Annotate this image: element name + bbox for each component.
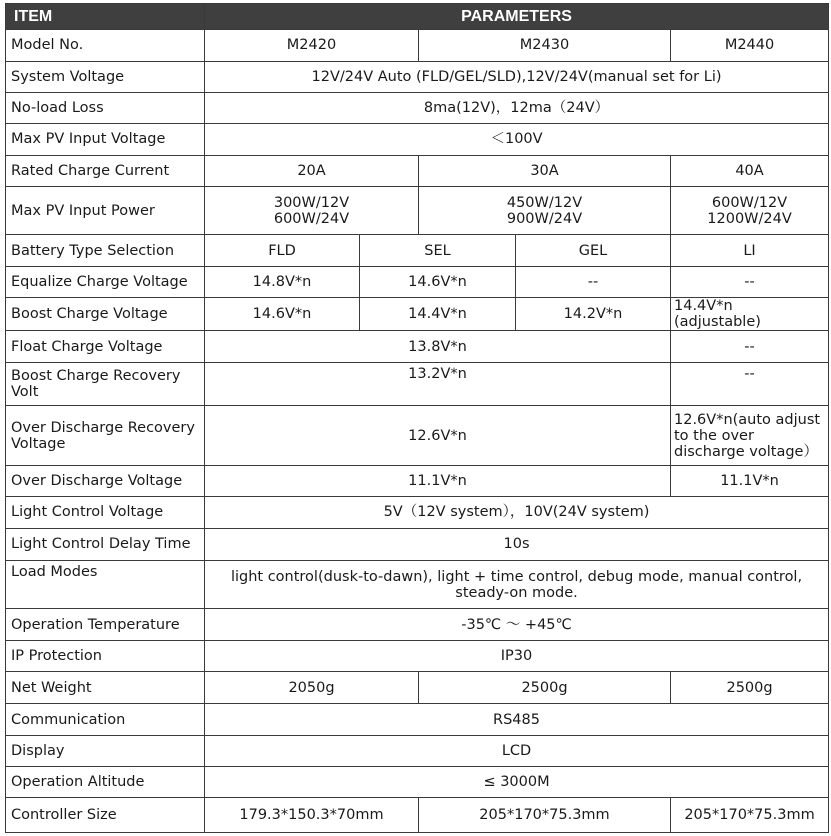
max-pv-power-m2440 bbox=[671, 186, 829, 235]
row-label: Load Modes bbox=[6, 560, 205, 609]
row-label: No-load Loss bbox=[6, 92, 205, 123]
over-discharge-value: 11.1V*n bbox=[205, 465, 671, 496]
rated-current-m2440: 40A bbox=[671, 155, 829, 186]
boost-recovery-value: 13.2V*n bbox=[205, 362, 671, 405]
power-12v: 600W/12V bbox=[711, 194, 788, 211]
table-row-boost-charge bbox=[6, 298, 829, 331]
equalize-fld: 14.8V*n bbox=[205, 266, 360, 297]
operation-temperature-value: -35℃ ～ +45℃ bbox=[205, 609, 829, 640]
controller-size-m2440: 205*170*75.3mm bbox=[671, 798, 829, 833]
power-24v: 600W/24V bbox=[273, 210, 350, 227]
table-row-float-charge bbox=[6, 331, 829, 362]
row-label: Boost Charge Recovery Volt bbox=[6, 362, 205, 405]
table-row-no-load-loss bbox=[6, 92, 829, 123]
table-row-ip-protection bbox=[6, 640, 829, 671]
table-row-over-discharge bbox=[6, 465, 829, 496]
no-load-loss-value: 8ma(12V)，12ma（24V） bbox=[205, 92, 829, 123]
light-control-voltage-value: 5V（12V system），10V(24V system) bbox=[205, 497, 829, 528]
item-column-header: ITEM bbox=[6, 4, 205, 30]
max-pv-power-m2430 bbox=[419, 186, 671, 235]
rated-current-m2420: 20A bbox=[205, 155, 419, 186]
table-row-display bbox=[6, 735, 829, 766]
communication-value: RS485 bbox=[205, 704, 829, 735]
equalize-li: -- bbox=[671, 266, 829, 297]
row-label: Float Charge Voltage bbox=[6, 331, 205, 362]
table-row-over-discharge-recovery bbox=[6, 406, 829, 466]
model-m2440: M2440 bbox=[671, 30, 829, 61]
row-label: System Voltage bbox=[6, 61, 205, 92]
equalize-gel: -- bbox=[516, 266, 671, 297]
row-label: Display bbox=[6, 735, 205, 766]
table-row-operation-altitude bbox=[6, 767, 829, 798]
max-pv-input-voltage-value: ＜100V bbox=[205, 124, 829, 155]
power-12v: 300W/12V bbox=[273, 194, 350, 211]
battery-gel: GEL bbox=[516, 235, 671, 266]
net-weight-m2430: 2500g bbox=[419, 672, 671, 704]
row-label: Equalize Charge Voltage bbox=[6, 266, 205, 297]
parameters-column-header: PARAMETERS bbox=[205, 4, 829, 30]
net-weight-m2420: 2050g bbox=[205, 672, 419, 704]
table-row-max-pv-input-voltage bbox=[6, 124, 829, 155]
ip-protection-value: IP30 bbox=[205, 640, 829, 671]
boost-fld: 14.6V*n bbox=[205, 298, 360, 331]
light-control-delay-value: 10s bbox=[205, 528, 829, 560]
table-row-boost-recovery bbox=[6, 362, 829, 405]
row-label: Operation Temperature bbox=[6, 609, 205, 640]
battery-sel: SEL bbox=[360, 235, 516, 266]
table-row-communication bbox=[6, 704, 829, 735]
row-label: Operation Altitude bbox=[6, 767, 205, 798]
table-row-controller-size bbox=[6, 798, 829, 833]
row-label: Light Control Voltage bbox=[6, 497, 205, 528]
row-label: IP Protection bbox=[6, 640, 205, 671]
float-charge-li: -- bbox=[671, 331, 829, 362]
table-row-battery-type bbox=[6, 235, 829, 266]
table-row-operation-temperature bbox=[6, 609, 829, 640]
table-row-equalize-charge bbox=[6, 266, 829, 297]
table-row-system-voltage bbox=[6, 61, 829, 92]
power-12v: 450W/12V bbox=[506, 194, 583, 211]
table-row-light-control-delay bbox=[6, 528, 829, 560]
table-row-net-weight bbox=[6, 672, 829, 704]
row-label: Boost Charge Voltage bbox=[6, 298, 205, 331]
table-row-max-pv-input-power bbox=[6, 186, 829, 235]
battery-li: LI bbox=[671, 235, 829, 266]
equalize-sel: 14.6V*n bbox=[360, 266, 516, 297]
max-pv-power-m2420 bbox=[205, 186, 419, 235]
power-24v: 1200W/24V bbox=[707, 210, 792, 227]
row-label: Net Weight bbox=[6, 672, 205, 704]
table-row-rated-charge-current bbox=[6, 155, 829, 186]
boost-li: 14.4V*n (adjustable) bbox=[671, 298, 829, 331]
row-label: Max PV Input Power bbox=[6, 186, 205, 235]
boost-recovery-li: -- bbox=[671, 362, 829, 405]
row-label: Over Discharge Voltage bbox=[6, 465, 205, 496]
controller-size-m2420: 179.3*150.3*70mm bbox=[205, 798, 419, 833]
row-label: Light Control Delay Time bbox=[6, 528, 205, 560]
table-row-load-modes bbox=[6, 560, 829, 609]
specifications-table bbox=[5, 3, 829, 833]
row-label: Rated Charge Current bbox=[6, 155, 205, 186]
table-row-model bbox=[6, 30, 829, 61]
over-discharge-li: 11.1V*n bbox=[671, 465, 829, 496]
operation-altitude-value: ≤ 3000M bbox=[205, 767, 829, 798]
over-discharge-recovery-li: 12.6V*n(auto adjust to the over discharge voltage） bbox=[671, 406, 829, 466]
boost-gel: 14.2V*n bbox=[516, 298, 671, 331]
table-row-light-control-voltage bbox=[6, 497, 829, 528]
row-label: Communication bbox=[6, 704, 205, 735]
load-modes-value: light control(dusk-to-dawn), light + time control, debug mode, manual control, steady-on mode. bbox=[205, 560, 829, 609]
row-label: Max PV Input Voltage bbox=[6, 124, 205, 155]
row-label: Controller Size bbox=[6, 798, 205, 833]
power-24v: 900W/24V bbox=[506, 210, 583, 227]
model-m2420: M2420 bbox=[205, 30, 419, 61]
display-value: LCD bbox=[205, 735, 829, 766]
system-voltage-value: 12V/24V Auto (FLD/GEL/SLD),12V/24V(manual set for Li) bbox=[205, 61, 829, 92]
row-label: Model No. bbox=[6, 30, 205, 61]
rated-current-m2430: 30A bbox=[419, 155, 671, 186]
model-m2430: M2430 bbox=[419, 30, 671, 61]
boost-sel: 14.4V*n bbox=[360, 298, 516, 331]
row-label: Over Discharge Recovery Voltage bbox=[6, 406, 205, 466]
over-discharge-recovery-value: 12.6V*n bbox=[205, 406, 671, 466]
controller-size-m2430: 205*170*75.3mm bbox=[419, 798, 671, 833]
float-charge-value: 13.8V*n bbox=[205, 331, 671, 362]
battery-fld: FLD bbox=[205, 235, 360, 266]
row-label: Battery Type Selection bbox=[6, 235, 205, 266]
net-weight-m2440: 2500g bbox=[671, 672, 829, 704]
